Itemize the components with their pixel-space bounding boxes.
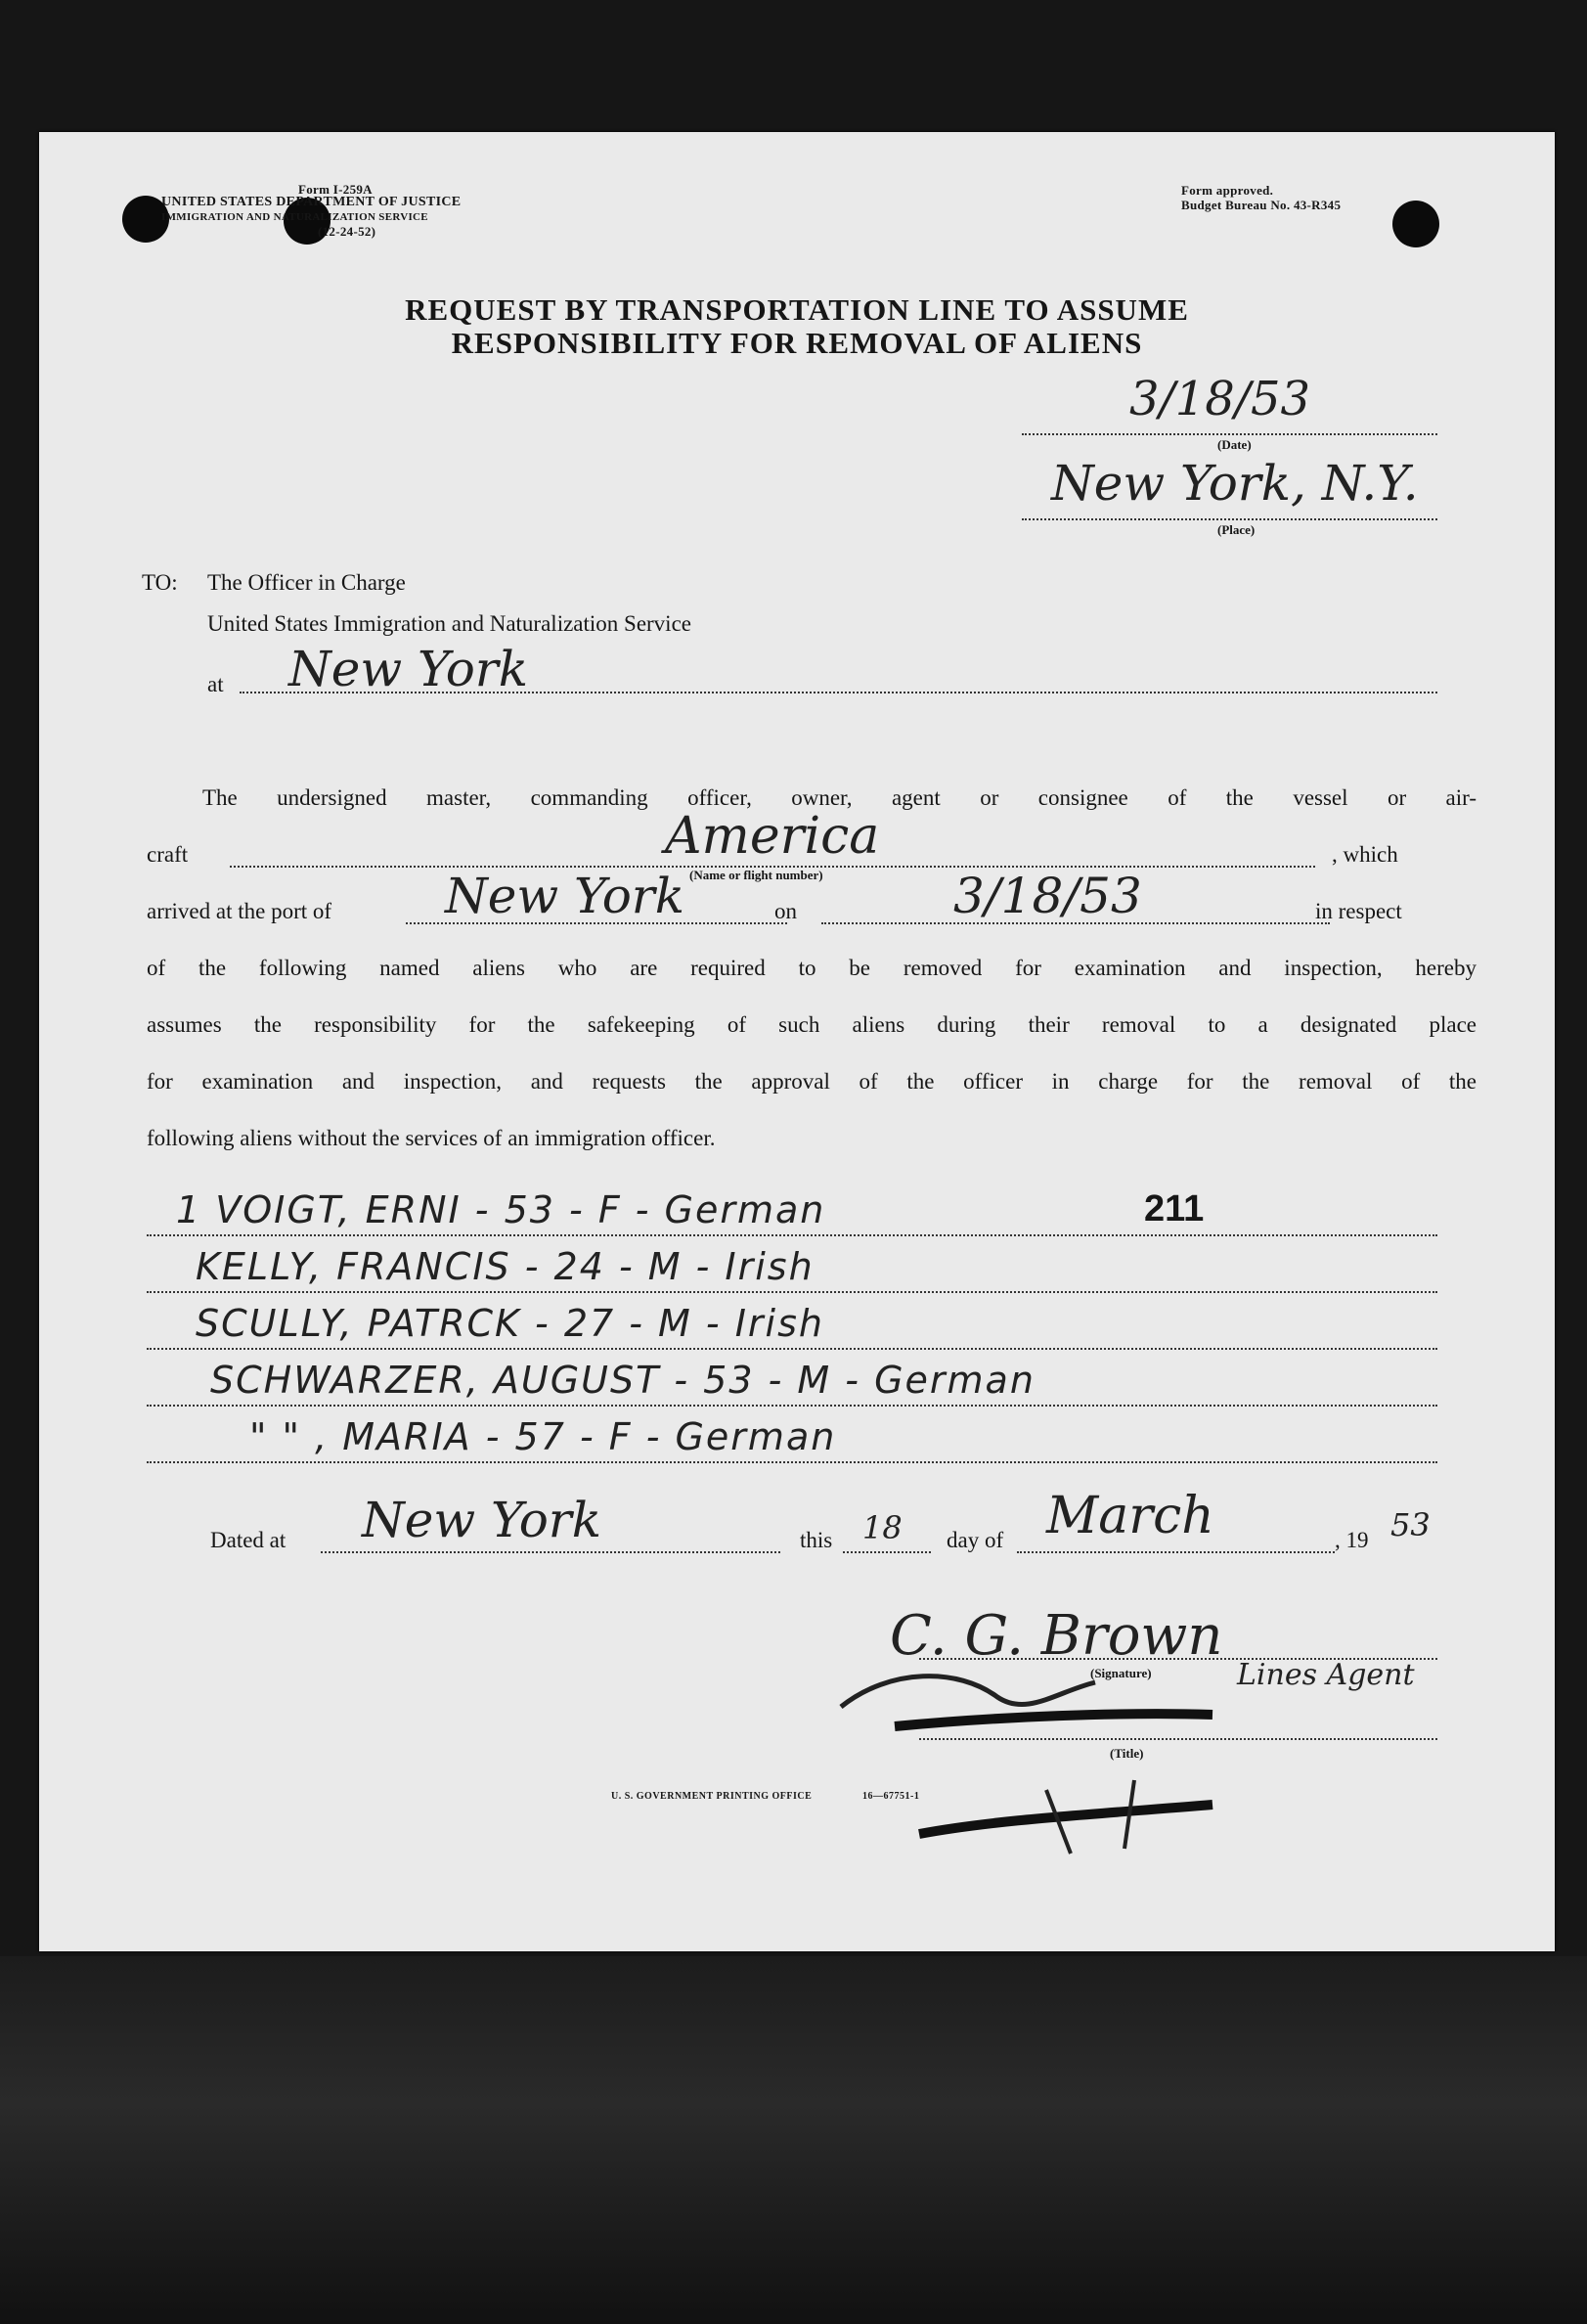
place-caption: (Place) (1217, 522, 1256, 537)
punch-hole-icon (1392, 201, 1439, 247)
arrival-date-value: 3/18/53 (953, 868, 1142, 924)
signature-caption: (Signature) (1090, 1666, 1152, 1680)
budget-bureau-number: Budget Bureau No. 43-R345 (1181, 198, 1342, 212)
at-location-value: New York (288, 641, 528, 697)
alien-entry: SCHWARZER, AUGUST - 53 - M - German (210, 1359, 1036, 1402)
this-label: this (800, 1528, 833, 1552)
day-of-label: day of (947, 1528, 1004, 1552)
date-value: 3/18/53 (1129, 372, 1311, 426)
alien-line-5 (147, 1461, 1437, 1463)
vessel-caption: (Name or flight number) (689, 868, 823, 882)
title-value: Lines Agent (1237, 1658, 1415, 1692)
service-name: United States Immigration and Naturalization Service (207, 611, 691, 636)
month-line (1017, 1551, 1335, 1553)
stamp-number: 211 (1144, 1188, 1205, 1229)
alien-line-2 (147, 1291, 1437, 1293)
body-line-1: The undersigned master, commanding officer, owner, agent or consignee of the vessel or air- (202, 785, 1477, 810)
in-respect-label: in respect (1315, 899, 1402, 923)
title-caption: (Title) (1110, 1746, 1144, 1761)
day-value: 18 (862, 1509, 903, 1546)
body-line-5: following aliens without the services of an immigration officer. (147, 1126, 716, 1150)
port-value: New York (445, 868, 684, 924)
form-approved: Form approved. (1181, 183, 1274, 198)
signature-scribble-icon (802, 1599, 1389, 1863)
officer-in-charge: The Officer in Charge (207, 570, 406, 595)
body-line-4: for examination and inspection, and requests the approval of the officer in charge for the removal of the (147, 1069, 1477, 1094)
form-title-line-2: RESPONSIBILITY FOR REMOVAL OF ALIENS (451, 326, 1143, 360)
month-value: March (1046, 1487, 1214, 1545)
printer-credit: U. S. GOVERNMENT PRINTING OFFICE (611, 1791, 813, 1802)
at-label: at (207, 672, 224, 696)
arrived-label: arrived at the port of (147, 899, 332, 923)
which-label: , which (1332, 842, 1398, 867)
year-value: 53 (1390, 1506, 1431, 1543)
date-line (1022, 433, 1437, 435)
form-title-line-1: REQUEST BY TRANSPORTATION LINE TO ASSUME (405, 292, 1189, 327)
to-label: TO: (142, 570, 178, 595)
vessel-value: America (665, 807, 880, 866)
signature-value: C. G. Brown (890, 1604, 1223, 1668)
alien-entry: KELLY, FRANCIS - 24 - M - Irish (196, 1245, 815, 1288)
form-page (39, 132, 1555, 1951)
place-line (1022, 518, 1437, 520)
alien-line-4 (147, 1405, 1437, 1407)
day-line (843, 1551, 931, 1553)
scan-background (0, 1956, 1587, 2324)
at-line (240, 692, 1437, 693)
on-label: on (774, 899, 797, 923)
craft-label: craft (147, 842, 189, 867)
title-line (919, 1738, 1437, 1740)
alien-entry: " " , MARIA - 57 - F - German (249, 1415, 837, 1458)
alien-entry: 1 VOIGT, ERNI - 53 - F - German (176, 1188, 826, 1231)
form-id: Form I-259A (298, 182, 373, 197)
dated-at-line (321, 1551, 780, 1553)
alien-line-1 (147, 1234, 1437, 1236)
body-line-2: of the following named aliens who are required to be removed for examination and inspection, hereby (147, 956, 1477, 980)
alien-line-3 (147, 1348, 1437, 1350)
dated-at-value: New York (362, 1492, 601, 1548)
form-revision: (12-24-52) (318, 224, 376, 239)
body-line-3: assumes the responsibility for the safekeeping of such aliens during their removal to a designated place (147, 1012, 1477, 1037)
dated-at-label: Dated at (210, 1528, 287, 1552)
alien-entry: SCULLY, PATRCK - 27 - M - Irish (196, 1302, 824, 1345)
service-line: IMMIGRATION AND NATURALIZATION SERVICE (161, 211, 428, 223)
department-line: UNITED STATES DEPARTMENT OF JUSTICE (161, 195, 462, 209)
print-code: 16—67751-1 (862, 1791, 920, 1802)
year-prefix: , 19 (1335, 1528, 1369, 1552)
place-value: New York, N.Y. (1051, 455, 1419, 512)
date-caption: (Date) (1217, 437, 1252, 452)
